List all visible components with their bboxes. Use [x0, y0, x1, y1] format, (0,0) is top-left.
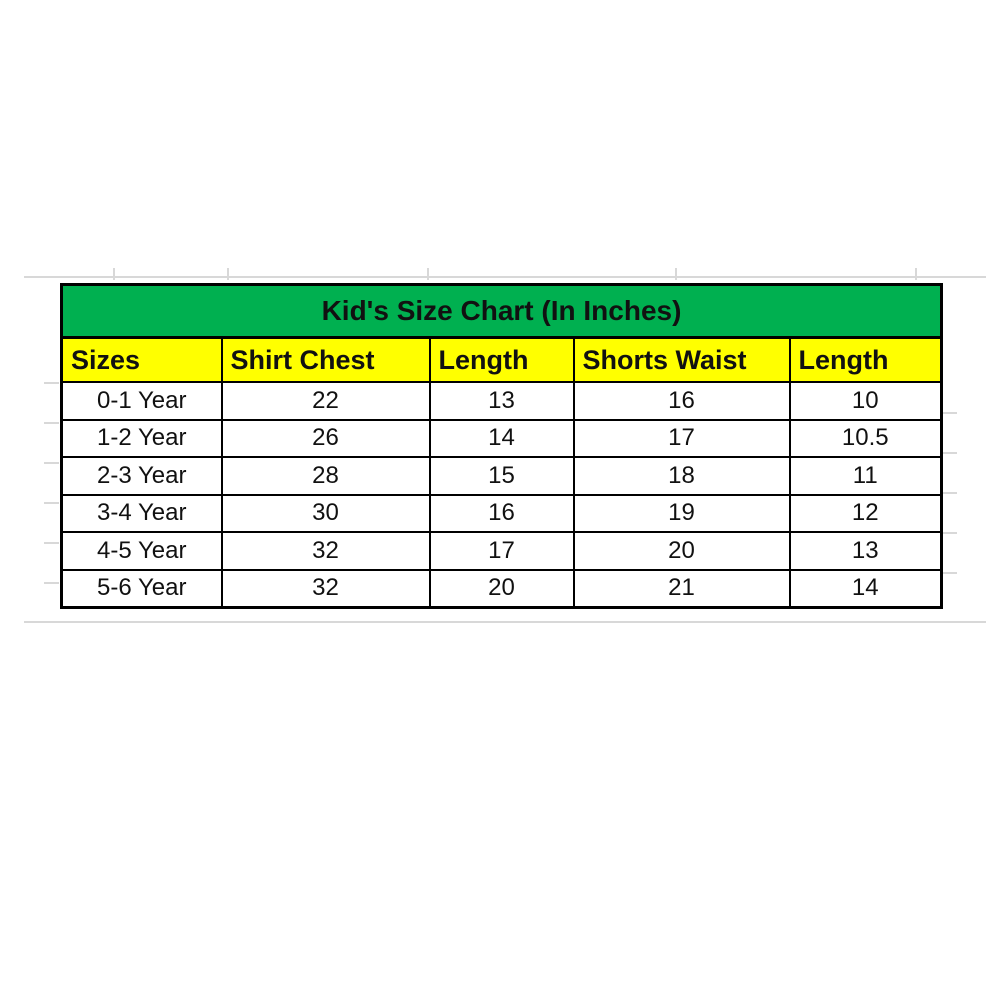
- table-title: Kid's Size Chart (In Inches): [62, 285, 942, 338]
- table-cell: 4-5 Year: [62, 532, 222, 570]
- table-cell: 2-3 Year: [62, 457, 222, 495]
- table-cell: 14: [790, 570, 942, 608]
- table-cell: 13: [790, 532, 942, 570]
- sheet-gridline-tick: [941, 532, 957, 534]
- table-row: [62, 532, 942, 570]
- sheet-gridline-top: [24, 276, 986, 278]
- table-cell: 13: [430, 382, 574, 420]
- table-cell: 14: [430, 420, 574, 458]
- table-cell: 19: [574, 495, 790, 533]
- table-cell: 20: [574, 532, 790, 570]
- table-cell: 12: [790, 495, 942, 533]
- table-cell: 20: [430, 570, 574, 608]
- sheet-gridline-tick: [941, 492, 957, 494]
- table-cell: 22: [222, 382, 430, 420]
- table-header-row: [62, 338, 942, 383]
- sheet-gridline-tick: [227, 268, 229, 280]
- table-row: [62, 570, 942, 608]
- sheet-gridline-tick: [941, 572, 957, 574]
- column-header-shorts-waist: Shorts Waist: [574, 338, 790, 383]
- table-cell: 3-4 Year: [62, 495, 222, 533]
- table-cell: 11: [790, 457, 942, 495]
- sheet-gridline-tick: [941, 452, 957, 454]
- sheet-gridline-bottom: [24, 621, 986, 623]
- table-cell: 18: [574, 457, 790, 495]
- column-header-sizes: Sizes: [62, 338, 222, 383]
- sheet-gridline-tick: [44, 462, 59, 464]
- sheet-gridline-tick: [44, 422, 59, 424]
- sheet-gridline-tick: [44, 502, 59, 504]
- sheet-gridline-tick: [915, 268, 917, 280]
- table-cell: 17: [574, 420, 790, 458]
- table-cell: 1-2 Year: [62, 420, 222, 458]
- column-header-length-2: Length: [790, 338, 942, 383]
- table-cell: 10: [790, 382, 942, 420]
- sheet-gridline-tick: [44, 542, 59, 544]
- table-cell: 17: [430, 532, 574, 570]
- sheet-gridline-tick: [44, 382, 59, 384]
- table-cell: 0-1 Year: [62, 382, 222, 420]
- table-cell: 21: [574, 570, 790, 608]
- sheet-gridline-tick: [675, 268, 677, 280]
- column-header-shirt-chest: Shirt Chest: [222, 338, 430, 383]
- table-cell: 16: [430, 495, 574, 533]
- table-row: [62, 495, 942, 533]
- table-cell: 32: [222, 570, 430, 608]
- sheet-gridline-tick: [941, 412, 957, 414]
- table-cell: 32: [222, 532, 430, 570]
- size-chart-table: [60, 283, 943, 609]
- table-cell: 28: [222, 457, 430, 495]
- table-cell: 5-6 Year: [62, 570, 222, 608]
- table-row: [62, 420, 942, 458]
- sheet-gridline-tick: [44, 582, 59, 584]
- table-row: [62, 457, 942, 495]
- table-cell: 26: [222, 420, 430, 458]
- table-cell: 10.5: [790, 420, 942, 458]
- sheet-gridline-tick: [113, 268, 115, 280]
- table-cell: 16: [574, 382, 790, 420]
- table-row: [62, 382, 942, 420]
- table-cell: 15: [430, 457, 574, 495]
- sheet-gridline-tick: [427, 268, 429, 280]
- table-title-row: [62, 285, 942, 338]
- column-header-length: Length: [430, 338, 574, 383]
- table-cell: 30: [222, 495, 430, 533]
